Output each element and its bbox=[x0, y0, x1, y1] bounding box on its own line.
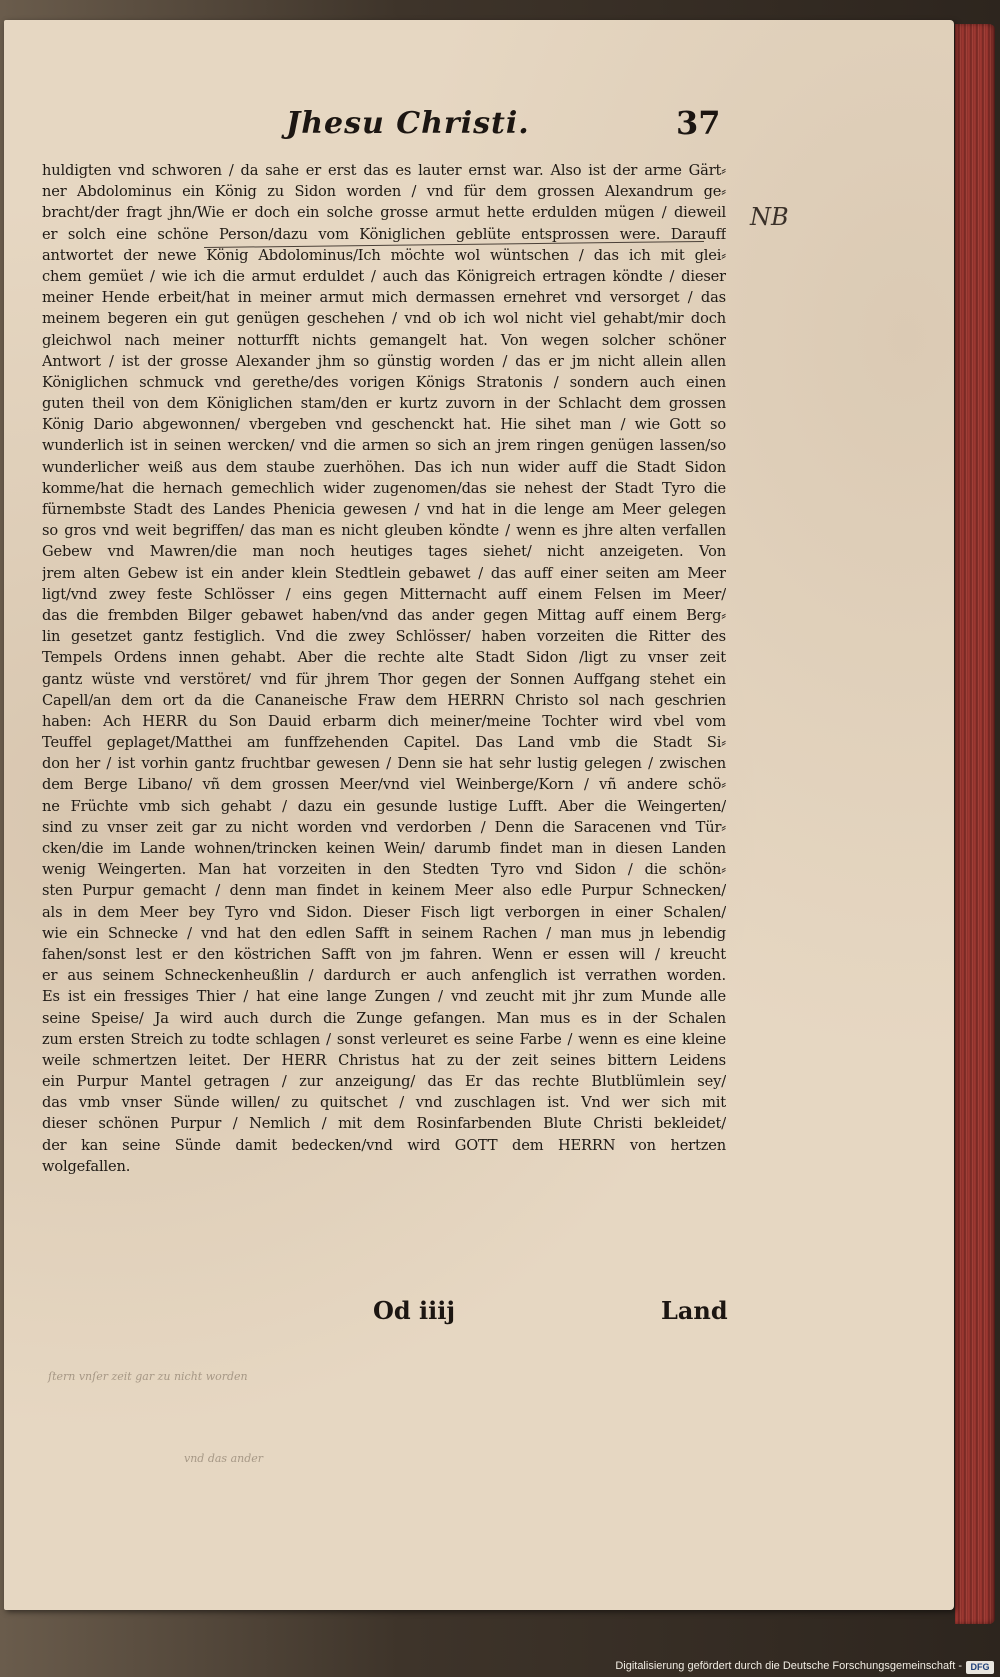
text-line: als in dem Meer bey Tyro vnd Sidon. Dieser Fisch ligt verborgen in einer Schalen/ bbox=[42, 903, 726, 921]
text-line: Gebew vnd Mawren/die man noch heutiges tages siehet/ nicht anzeigeten. Von bbox=[42, 543, 726, 561]
text-line: don her / ist vorhin gantz fruchtbar gewesen / Denn sie hat sehr lustig gelegen / zwischen bbox=[42, 755, 726, 773]
text-line: meinem begeren ein gut genügen geschehen / vnd ob ich wol nicht viel gehabt/mir doch bbox=[42, 310, 726, 328]
text-line: seine Speise/ Ja wird auch durch die Zunge gefangen. Man mus es in der Schalen bbox=[42, 1009, 726, 1027]
offset-show-through: ſtern vnſer zeit gar zu nicht worden bbox=[48, 1370, 248, 1383]
running-head-title: Jhesu Christi. bbox=[286, 106, 530, 141]
text-line: das die frembden Bilger gebawet haben/vnd das ander gegen Mittag auff einem Berg⸗ bbox=[42, 606, 726, 624]
text-line: meiner Hende erbeit/hat in meiner armut mich dermassen ernehret vnd versorget / das bbox=[42, 289, 726, 307]
funding-credit: Digitalisierung gefördert durch die Deutsche Forschungsgemeinschaft - bbox=[615, 1660, 962, 1672]
text-line: das vmb vnser Sünde willen/ zu quitschet / vnd zuschlagen ist. Vnd wer sich mit bbox=[42, 1094, 726, 1112]
text-line: so gros vnd weit begriffen/ das man es nicht gleuben köndte / wenn es jhre alten verfallen bbox=[42, 522, 726, 540]
text-line: fürnembste Stadt des Landes Phenicia gewesen / vnd hat in die lenge am Meer gelegen bbox=[42, 501, 726, 518]
text-line: wenig Weingerten. Man hat vorzeiten in den Stedten Tyro vnd Sidon / die schön⸗ bbox=[42, 861, 726, 879]
text-line: gantz wüste vnd verstöret/ vnd für jhrem Thor gegen der Sonnen Auffgang stehet ein bbox=[42, 670, 726, 688]
text-line: dem Berge Libano/ vñ dem grossen Meer/vnd viel Weinberge/Korn / vñ andere schö⸗ bbox=[42, 776, 726, 794]
text-line: fahen/sonst lest er den köstrichen Safft von jm fahren. Wenn er essen will / kreucht bbox=[42, 945, 726, 963]
text-line: dieser schönen Purpur / Nemlich / mit dem Rosinfarbenden Blute Christi bekleidet/ bbox=[42, 1115, 726, 1133]
text-line: chem gemüet / wie ich die armut erduldet / auch das Königreich ertragen köndte / dieser bbox=[42, 267, 726, 285]
footer-bar bbox=[0, 1658, 1000, 1677]
text-line: weile schmertzen leitet. Der HERR Christus hat zu der zeit seines bittern Leidens bbox=[42, 1051, 726, 1069]
text-line: gleichwol nach meiner notturfft nichts gemangelt hat. Von wegen solcher schöner bbox=[42, 331, 726, 349]
text-line: wunderlicher weiß aus dem staube zuerhöhen. Das ich nun wider auff die Stadt Sidon bbox=[42, 458, 726, 476]
text-line: komme/hat die hernach gemechlich wider zugenomen/das sie nehest der Stadt Tyro die bbox=[42, 479, 726, 497]
text-line: huldigten vnd schworen / da sahe er erst das es lauter ernst war. Also ist der arme Gärt⸗ bbox=[42, 162, 726, 179]
text-line: cken/die im Lande wohnen/trincken keinen Wein/ darumb findet man in diesen Landen bbox=[42, 840, 726, 857]
text-line: wunderlich ist in seinen wercken/ vnd die armen so sich an jrem ringen genügen lassen/so bbox=[42, 437, 726, 455]
text-line: er aus seinem Schneckenheußlin / dardurch er auch anfenglich ist verrathen worden. bbox=[42, 967, 726, 985]
text-line: er solch eine schöne Person/dazu vom Königlichen geblüte entsprossen were. Darauff bbox=[42, 225, 726, 243]
text-line: Tempels Ordens innen gehabt. Aber die rechte alte Stadt Sidon /ligt zu vnser zeit bbox=[42, 649, 726, 667]
text-line: wolgefallen. bbox=[42, 1157, 131, 1175]
text-line: wie ein Schnecke / vnd hat den edlen Safft in seinem Rachen / man mus jn lebendig bbox=[42, 924, 726, 942]
book-edge bbox=[955, 24, 995, 1624]
body-text bbox=[42, 160, 726, 1177]
text-line: Antwort / ist der grosse Alexander jhm so günstig worden / das er jm nicht allein allen bbox=[42, 352, 726, 370]
text-line: guten theil von dem Königlichen stam/den er kurtz zuvorn in der Schlacht dem grossen bbox=[42, 395, 726, 413]
text-line: zum ersten Streich zu todte schlagen / sonst verleuret es seine Farbe / wenn es eine kleine bbox=[42, 1030, 726, 1048]
text-line: ein Purpur Mantel getragen / zur anzeigung/ das Er das rechte Blutblümlein sey/ bbox=[42, 1073, 726, 1091]
text-line: sten Purpur gemacht / denn man findet in keinem Meer also edle Purpur Schnecken/ bbox=[42, 882, 726, 900]
page-number: 37 bbox=[676, 104, 721, 142]
text-line: lin gesetzet gantz festiglich. Vnd die zwey Schlösser/ haben vorzeiten die Ritter des bbox=[42, 628, 726, 646]
running-head bbox=[4, 106, 954, 146]
text-line: antwortet der newe König Abdolominus/Ich möchte wol wüntschen / das ich mit glei⸗ bbox=[42, 246, 726, 264]
signature-mark: Od iiij bbox=[373, 1296, 456, 1325]
marginal-note: NB bbox=[750, 203, 789, 231]
text-line: jrem alten Gebew ist ein ander klein Stedtlein gebawet / das auff einer seiten am Meer bbox=[42, 564, 726, 582]
text-line: Es ist ein fressiges Thier / hat eine lange Zungen / vnd zeucht mit jhr zum Munde alle bbox=[42, 988, 726, 1006]
text-line: Teuffel geplaget/Matthei am funffzehenden Capitel. Das Land vmb die Stadt Si⸗ bbox=[42, 734, 726, 752]
text-line: haben: Ach HERR du Son Dauid erbarm dich meiner/meine Tochter wird vbel vom bbox=[42, 712, 726, 730]
text-line: der kan seine Sünde damit bedecken/vnd wird GOTT dem HERRN von hertzen bbox=[42, 1136, 726, 1154]
text-line: ner Abdolominus ein König zu Sidon worden / vnd für dem grossen Alexandrum ge⸗ bbox=[42, 183, 726, 201]
text-line: König Dario abgewonnen/ vbergeben vnd geschenckt hat. Hie sihet man / wie Gott so bbox=[42, 416, 726, 434]
catchword: Land bbox=[661, 1296, 728, 1325]
dfg-logo: DFG bbox=[966, 1661, 994, 1674]
offset-show-through: vnd das ander bbox=[184, 1452, 264, 1465]
text-line: sind zu vnser zeit gar zu nicht worden vnd verdorben / Denn die Saracenen vnd Tür⸗ bbox=[42, 818, 726, 836]
text-line: ligt/vnd zwey feste Schlösser / eins gegen Mitternacht auff einem Felsen im Meer/ bbox=[42, 585, 726, 603]
text-line: Capell/an dem ort da die Cananeische Fraw dem HERRN Christo sol nach geschrien bbox=[42, 691, 726, 709]
text-line: bracht/der fragt jhn/Wie er doch ein solche grosse armut hette erdulden mügen / dieweil bbox=[42, 204, 726, 222]
book-page bbox=[4, 20, 954, 1610]
text-line: ne Früchte vmb sich gehabt / dazu ein gesunde lustige Lufft. Aber die Weingerten/ bbox=[42, 797, 726, 815]
text-line: Königlichen schmuck vnd gerethe/des vorigen Königs Stratonis / sondern auch einen bbox=[42, 373, 726, 391]
